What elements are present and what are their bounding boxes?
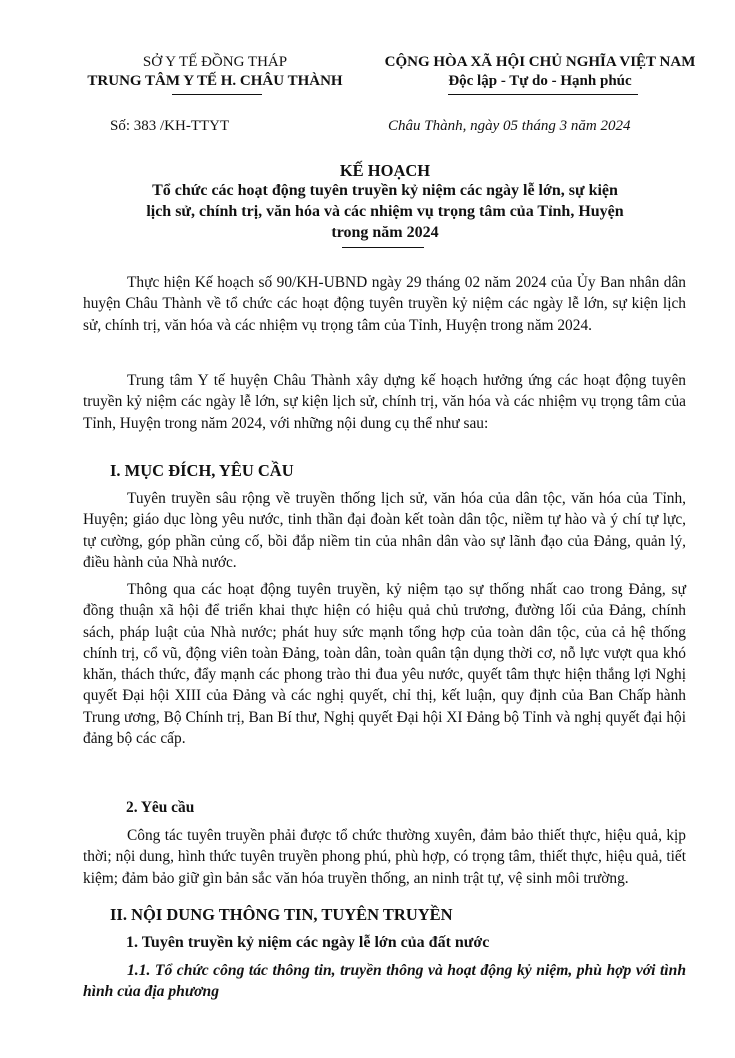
subsection-heading-requirements: 2. Yêu cầu	[126, 799, 195, 816]
document-title-line-2: lịch sử, chính trị, văn hóa và các nhiệm vụ trọng tâm của Tỉnh, Huyện	[146, 203, 624, 220]
title-underline	[342, 247, 424, 248]
section-heading-content: II. NỘI DUNG THÔNG TIN, TUYÊN TRUYỀN	[110, 905, 453, 924]
section-heading-purpose: I. MỤC ĐÍCH, YÊU CẦU	[110, 461, 294, 480]
paragraph-plan: Trung tâm Y tế huyện Châu Thành xây dựng kế hoạch hưởng ứng các hoạt động tuyên truyền kỷ niệm các ngày lễ lớn, sự kiện lịch sử, chính trị, văn hóa và các nhiệm vụ trọng tâm của Tỉnh, Huyện trong năm 2024, với những nội dung cụ thể như sau:	[83, 372, 686, 432]
document-title-line-1: Tổ chức các hoạt động tuyên truyền kỷ niệm các ngày lễ lớn, sự kiện	[152, 182, 618, 199]
paragraph-purpose: Tuyên truyền sâu rộng về truyền thống lịch sử, văn hóa của dân tộc, văn hóa của Tỉnh, Huyện; giáo dục lòng yêu nước, tinh thần đại đoàn kết toàn dân tộc, niềm tự hào và ý chí tự lực, tự cường, góp phần củng cố, bồi đắp niềm tin của nhân dân vào sự lãnh đạo của Đảng, quản lý, điều hành của Nhà nước.	[83, 490, 686, 571]
agency-underline	[172, 94, 262, 95]
document-title-line-3: trong năm 2024	[331, 224, 439, 241]
agency-parent: SỞ Y TẾ ĐỒNG THÁP	[142, 54, 288, 70]
national-motto: Độc lập - Tự do - Hạnh phúc	[448, 73, 632, 89]
paragraph-requirements: Công tác tuyên truyền phải được tổ chức thường xuyên, đảm bảo thiết thực, hiệu quả, kịp thời; nội dung, hình thức tuyên truyền phong phú, phù hợp, có trọng tâm, thiết thực, hiệu quả, tiết kiệm; đảm bảo giữ gìn bản sắc văn hóa truyền thống, an ninh trật tự, vệ sinh môi trường.	[83, 827, 686, 887]
paragraph-intro: Thực hiện Kế hoạch số 90/KH-UBND ngày 29 tháng 02 năm 2024 của Ủy Ban nhân dân huyện Châu Thành về tổ chức các hoạt động tuyên truyền kỷ niệm các ngày lễ lớn, sự kiện lịch sử, chính trị, văn hóa và các nhiệm vụ trọng tâm của Tỉnh, Huyện trong năm 2024.	[83, 274, 686, 334]
document-type: KẾ HOẠCH	[339, 161, 431, 180]
national-title: CỘNG HÒA XÃ HỘI CHỦ NGHĨA VIỆT NAM	[384, 54, 696, 70]
place-date: Châu Thành, ngày 05 tháng 3 năm 2024	[388, 118, 631, 134]
document-number: Số: 383 /KH-TTYT	[110, 118, 230, 134]
paragraph-objectives: Thông qua các hoạt động tuyên truyền, kỷ niệm tạo sự thống nhất cao trong Đảng, sự đồng thuận xã hội để triển khai thực hiện có hiệu quả chủ trương, đường lối của Đảng, chính sách, pháp luật của Nhà nước; phát huy sức mạnh tổng hợp của toàn dân tộc, của cả hệ thống chính trị, cổ vũ, động viên toàn Đảng, toàn dân, toàn quân tận dụng thời cơ, nỗ lực vượt qua khó khăn, thách thức, đẩy mạnh các phong trào thi đua yêu nước, quyết tâm thực hiện thắng lợi Nghị quyết Đại hội XIII của Đảng và các nghị quyết, chỉ thị, kết luận, quy định của Ban Chấp hành Trung ương, Bộ Chính trị, Ban Bí thư, Nghị quyết Đại hội XI Đảng bộ Tỉnh và nghị quyết đại hội đảng bộ các cấp.	[83, 581, 686, 748]
subsection-heading-communication: 1.1. Tổ chức công tác thông tin, truyền thông và hoạt động kỷ niệm, phù hợp với tình hình của địa phương	[83, 962, 686, 1001]
subsection-heading-holidays: 1. Tuyên truyền kỷ niệm các ngày lễ lớn của đất nước	[126, 934, 490, 951]
agency-name: TRUNG TÂM Y TẾ H. CHÂU THÀNH	[87, 73, 343, 89]
motto-underline	[448, 94, 638, 95]
